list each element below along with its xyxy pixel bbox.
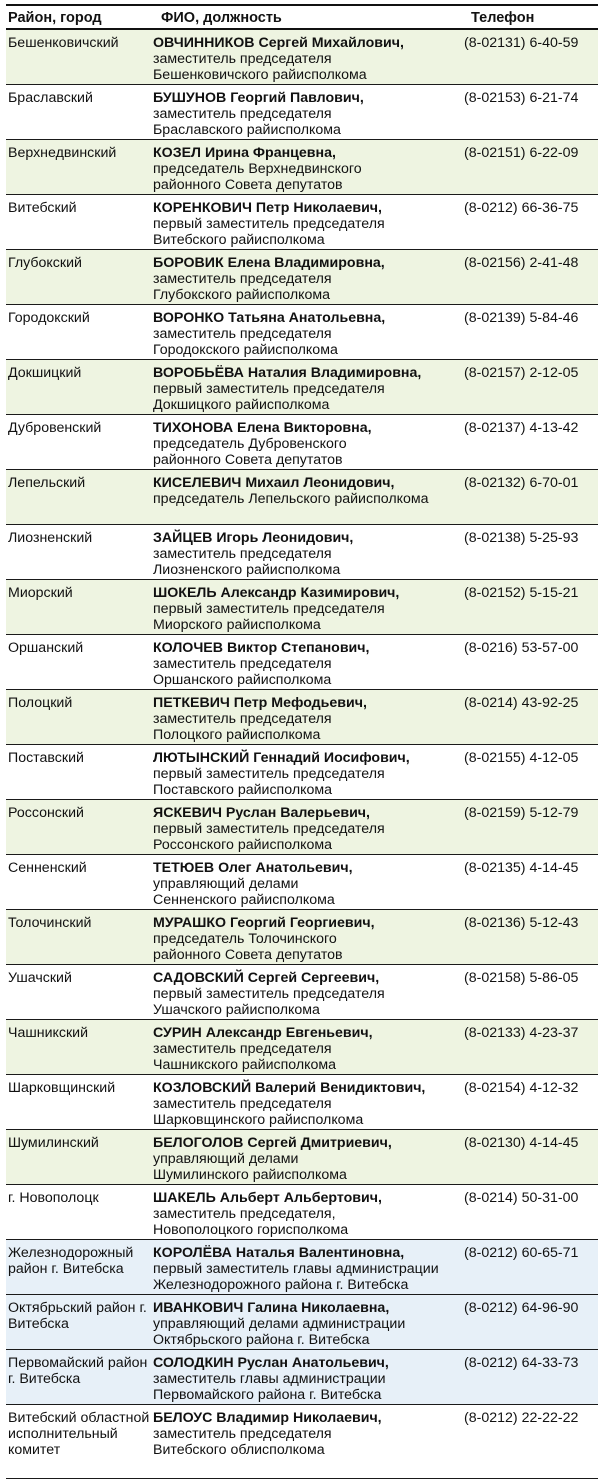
table-row: [6, 85, 598, 140]
table-row: [6, 525, 598, 580]
phone-cell: (8-0212) 64-96-90: [464, 1300, 579, 1316]
phone-cell: (8-02152) 5-15-21: [464, 585, 579, 601]
phone-cell: (8-0212) 66-36-75: [464, 200, 579, 216]
phone-cell: (8-02138) 5-25-93: [464, 530, 579, 546]
person-name: КОЗЕЛ Ирина Францевна,: [153, 145, 336, 161]
person-position-line: Витебского облисполкома: [153, 1442, 325, 1458]
person-name: КОРОЛЁВА Наталья Валентиновна,: [153, 1245, 405, 1261]
table-row: [6, 1130, 598, 1185]
person-name: СОЛОДКИН Руслан Анатольевич,: [153, 1355, 389, 1371]
person-position-line: Ушачского райисполкома: [153, 1002, 320, 1018]
person-position-line: Бешенковичского райисполкома: [153, 67, 367, 83]
phone-cell: (8-02154) 4-12-32: [464, 1080, 579, 1096]
phone-cell: (8-0216) 53-57-00: [464, 640, 579, 656]
person-name: ШОКЕЛЬ Александр Казимирович,: [153, 585, 400, 601]
table-row: [6, 800, 598, 855]
district-cell: Верхнедвинский: [8, 145, 117, 161]
phone-cell: (8-02157) 2-12-05: [464, 365, 579, 381]
table-row: [6, 745, 598, 800]
district-cell: Шарковщинский: [8, 1080, 116, 1096]
district-cell: Лиозненский: [8, 530, 93, 546]
person-position-line: первый заместитель председателя: [153, 821, 385, 837]
person-position-line: заместитель председателя: [153, 1426, 332, 1442]
person-position-line: заместитель председателя: [153, 1041, 332, 1057]
person-position-line: заместитель председателя: [153, 1096, 332, 1112]
person-name: МУРАШКО Георгий Георгиевич,: [153, 915, 375, 931]
person-position-line: Железнодорожного района г. Витебска: [153, 1277, 409, 1293]
phone-cell: (8-0214) 50-31-00: [464, 1190, 579, 1206]
header-district: Район, город: [8, 10, 102, 26]
table-row: [6, 360, 598, 415]
person-position-line: Октябрьского района г. Витебска: [153, 1332, 370, 1348]
phone-cell: (8-02130) 4-14-45: [464, 1135, 579, 1151]
person-position-line: заместитель председателя: [153, 271, 332, 287]
person-name: ЗАЙЦЕВ Игорь Леонидович,: [153, 530, 354, 546]
person-name: БУШУНОВ Георгий Павлович,: [153, 90, 364, 106]
table-row: [6, 965, 598, 1020]
table-row: [6, 1350, 598, 1405]
phone-cell: (8-0212) 22-22-22: [464, 1410, 579, 1426]
phone-cell: (8-02139) 5-84-46: [464, 310, 579, 326]
person-position-line: Оршанского райисполкома: [153, 672, 332, 688]
person-name: ТИХОНОВА Елена Викторовна,: [153, 420, 372, 436]
district-cell: Миорский: [8, 585, 73, 601]
person-position-line: Сенненского райисполкома: [153, 892, 335, 908]
district-cell: Городокский: [8, 310, 90, 326]
table-row: [6, 470, 598, 525]
table-row: [6, 1075, 598, 1130]
person-position-line: первый заместитель председателя: [153, 216, 385, 232]
person-position-line: районного Совета депутатов: [153, 177, 343, 193]
district-cell: Первомайский район г. Витебска: [8, 1355, 148, 1387]
person-name: КОРЕНКОВИЧ Петр Николаевич,: [153, 200, 382, 216]
person-position-line: председатель Верхнедвинского: [153, 161, 362, 177]
phone-cell: (8-02156) 2-41-48: [464, 255, 579, 271]
person-name: ПЕТКЕВИЧ Петр Мефодьевич,: [153, 695, 367, 711]
person-position-line: заместитель председателя: [153, 326, 332, 342]
person-position-line: заместитель главы администрации: [153, 1371, 386, 1387]
person-position-line: Шарковщинского райисполкома: [153, 1112, 364, 1128]
person-position-line: Новополоцкого горисполкома: [153, 1222, 349, 1238]
district-cell: Октябрьский район г. Витебска: [8, 1300, 147, 1332]
person-position-line: районного Совета депутатов: [153, 452, 343, 468]
table-row: [6, 140, 598, 195]
person-position-line: Витебского райисполкома: [153, 232, 325, 248]
district-cell: г. Новополоцк: [8, 1190, 99, 1206]
district-cell: Полоцкий: [8, 695, 73, 711]
person-position-line: управляющий делами администрации: [153, 1316, 406, 1332]
person-name: БЕЛОГОЛОВ Сергей Дмитриевич,: [153, 1135, 392, 1151]
person-position-line: Лиозненского райисполкома: [153, 562, 341, 578]
person-name: КИСЕЛЕВИЧ Михаил Леонидович,: [153, 475, 395, 491]
person-name: ЛЮТЫНСКИЙ Геннадий Иосифович,: [153, 750, 410, 766]
person-position-line: Миорского райисполкома: [153, 617, 321, 633]
phone-cell: (8-02151) 6-22-09: [464, 145, 579, 161]
district-cell: Дубровенский: [8, 420, 102, 436]
person-name: ТЕТЮЕВ Олег Анатольевич,: [153, 860, 353, 876]
person-name: ВОРОНКО Татьяна Анатольевна,: [153, 310, 386, 326]
person-position-line: заместитель председателя: [153, 711, 332, 727]
table-row: [6, 1240, 598, 1295]
person-position-line: первый заместитель председателя: [153, 986, 385, 1002]
phone-cell: (8-0214) 43-92-25: [464, 695, 579, 711]
person-position-line: Чашникского райисполкома: [153, 1057, 337, 1073]
table-row: [6, 1185, 598, 1240]
table-row: [6, 195, 598, 250]
person-position-line: заместитель председателя,: [153, 1206, 336, 1222]
person-position-line: Шумилинского райисполкома: [153, 1167, 347, 1183]
header-name: ФИО, должность: [161, 10, 282, 26]
district-cell: Витебский областной исполнительный комитет: [8, 1410, 150, 1458]
phone-cell: (8-02159) 5-12-79: [464, 805, 579, 821]
district-cell: Сенненский: [8, 860, 87, 876]
table-row: [6, 415, 598, 470]
person-name: ИВАНКОВИЧ Галина Николаевна,: [153, 1300, 390, 1316]
district-cell: Бешенковичский: [8, 35, 119, 51]
district-cell: Толочинский: [8, 915, 92, 931]
phone-cell: (8-02155) 4-12-05: [464, 750, 579, 766]
person-position-line: заместитель председателя: [153, 656, 332, 672]
person-position-line: управляющий делами: [153, 876, 299, 892]
person-position-line: председатель Толочинского: [153, 931, 337, 947]
contacts-table: [6, 4, 598, 1479]
phone-cell: (8-0212) 64-33-73: [464, 1355, 579, 1371]
person-position-line: Докшицкого райисполкома: [153, 397, 330, 413]
district-cell: Ушачский: [8, 970, 72, 986]
table-row: [6, 910, 598, 965]
phone-cell: (8-02158) 5-86-05: [464, 970, 579, 986]
table-row: [6, 1295, 598, 1350]
person-position-line: заместитель председателя: [153, 51, 332, 67]
phone-cell: (8-02131) 6-40-59: [464, 35, 579, 51]
person-position-line: Полоцкого райисполкома: [153, 727, 321, 743]
person-position-line: заместитель председателя: [153, 106, 332, 122]
phone-cell: (8-02135) 4-14-45: [464, 860, 579, 876]
table-row: [6, 635, 598, 690]
district-cell: Железнодорожный район г. Витебска: [8, 1245, 134, 1277]
person-name: БЕЛОУС Владимир Николаевич,: [153, 1410, 382, 1426]
phone-cell: (8-02132) 6-70-01: [464, 475, 579, 491]
person-position-line: Браславского райисполкома: [153, 122, 341, 138]
table-row: [6, 1020, 598, 1075]
table-row: [6, 30, 598, 85]
person-name: КОЗЛОВСКИЙ Валерий Венидиктович,: [153, 1080, 426, 1096]
person-position-line: первый заместитель председателя: [153, 601, 385, 617]
header-phone: Телефон: [471, 10, 535, 26]
table-row: [6, 305, 598, 360]
table-header: [6, 4, 598, 30]
person-position-line: первый заместитель главы администрации: [153, 1261, 439, 1277]
person-position-line: Поставского райисполкома: [153, 782, 332, 798]
person-position-line: Городокского райисполкома: [153, 342, 338, 358]
person-name: СУРИН Александр Евгеньевич,: [153, 1025, 373, 1041]
table-row: [6, 250, 598, 305]
phone-cell: (8-02137) 4-13-42: [464, 420, 579, 436]
district-cell: Россонский: [8, 805, 84, 821]
person-name: ВОРОБЬЁВА Наталия Владимировна,: [153, 365, 422, 381]
person-position-line: управляющий делами: [153, 1151, 299, 1167]
district-cell: Чашникский: [8, 1025, 89, 1041]
district-cell: Оршанский: [8, 640, 84, 656]
phone-cell: (8-02153) 6-21-74: [464, 90, 579, 106]
person-name: ЯСКЕВИЧ Руслан Валерьевич,: [153, 805, 370, 821]
person-position-line: заместитель председателя: [153, 546, 332, 562]
district-cell: Лепельский: [8, 475, 86, 491]
person-name: САДОВСКИЙ Сергей Сергеевич,: [153, 970, 380, 986]
table-row: [6, 580, 598, 635]
phone-cell: (8-02133) 4-23-37: [464, 1025, 579, 1041]
person-name: ОВЧИННИКОВ Сергей Михайлович,: [153, 35, 404, 51]
district-cell: Докшицкий: [8, 365, 82, 381]
person-position-line: председатель Лепельского райисполкома: [153, 491, 429, 507]
district-cell: Глубокский: [8, 255, 82, 271]
person-position-line: первый заместитель председателя: [153, 766, 385, 782]
district-cell: Витебский: [8, 200, 77, 216]
person-position-line: Россонского райисполкома: [153, 837, 333, 853]
table-body: [6, 30, 598, 1479]
district-cell: Браславский: [8, 90, 93, 106]
person-name: ШАКЕЛЬ Альберт Альбертович,: [153, 1190, 382, 1206]
district-cell: Поставский: [8, 750, 84, 766]
person-position-line: первый заместитель председателя: [153, 381, 385, 397]
district-cell: Шумилинский: [8, 1135, 99, 1151]
phone-cell: (8-02136) 5-12-43: [464, 915, 579, 931]
person-position-line: Глубокского райисполкома: [153, 287, 331, 303]
person-position-line: председатель Дубровенского: [153, 436, 347, 452]
person-name: БОРОВИК Елена Владимировна,: [153, 255, 385, 271]
person-name: КОЛОЧЕВ Виктор Степанович,: [153, 640, 370, 656]
person-position-line: Первомайского района г. Витебска: [153, 1387, 382, 1403]
person-position-line: районного Совета депутатов: [153, 947, 343, 963]
table-row: [6, 690, 598, 745]
table-row: [6, 855, 598, 910]
phone-cell: (8-0212) 60-65-71: [464, 1245, 579, 1261]
